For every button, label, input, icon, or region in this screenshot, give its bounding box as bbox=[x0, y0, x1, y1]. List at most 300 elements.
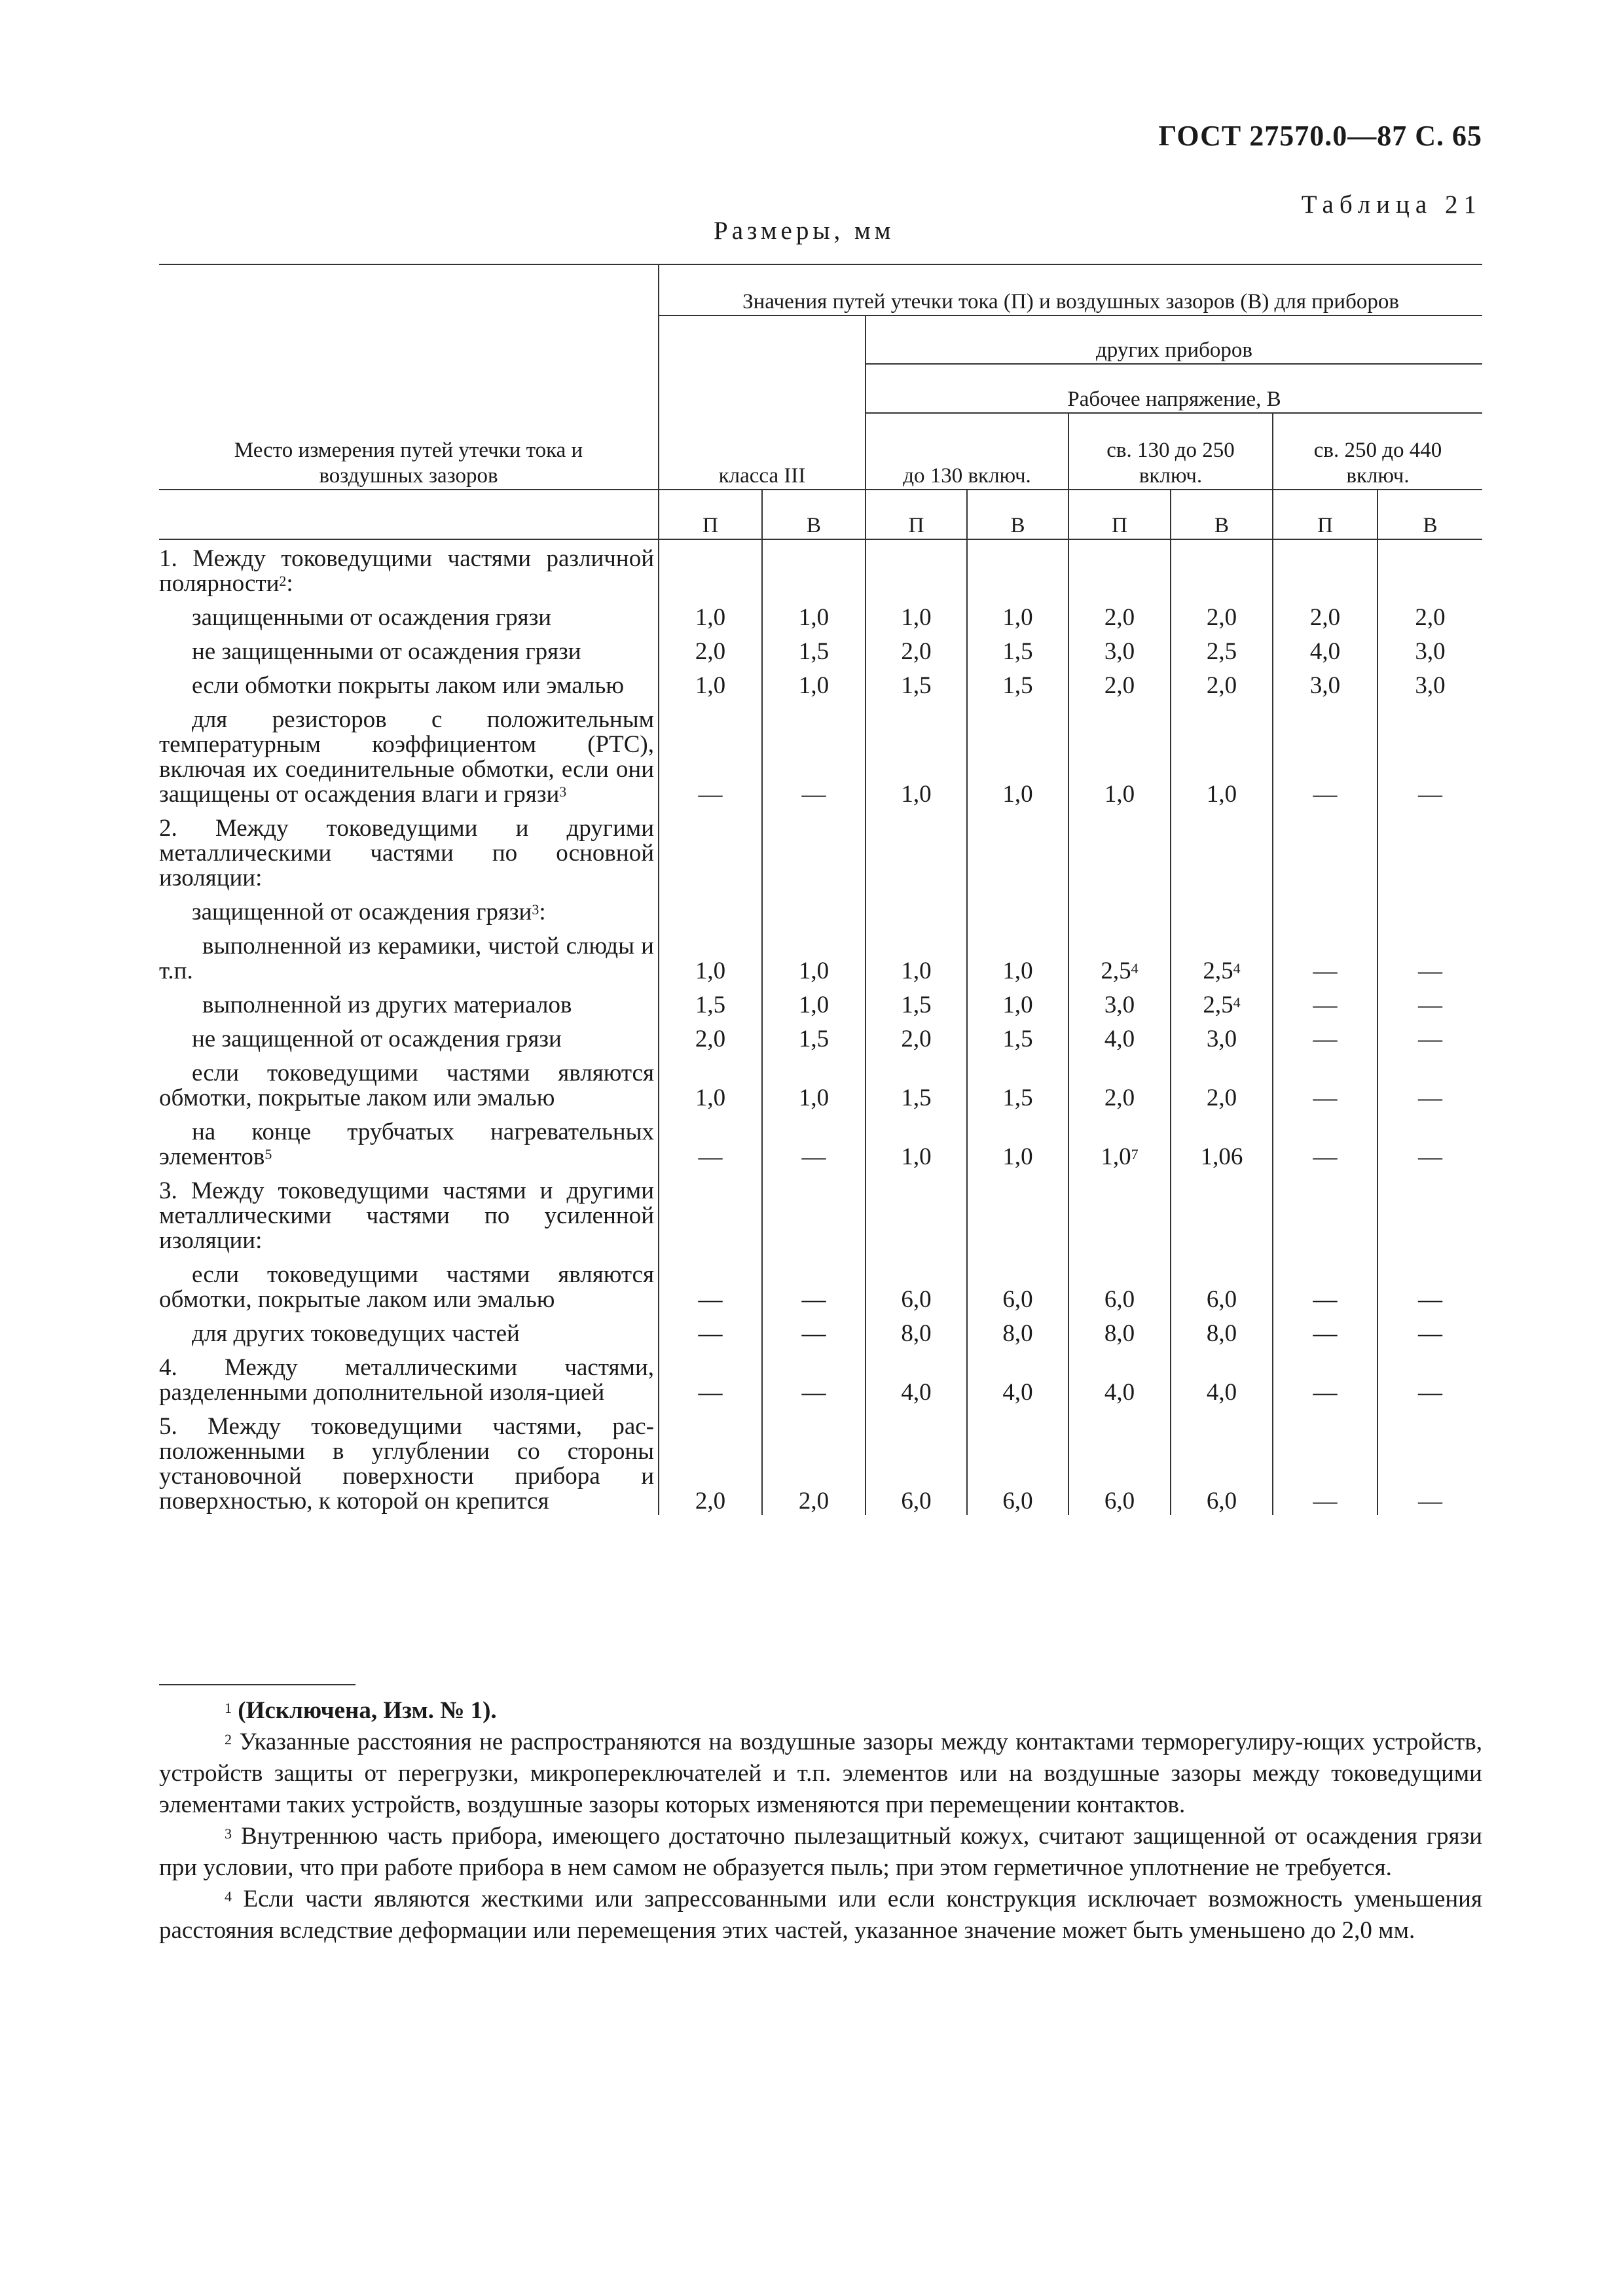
row-label-text bbox=[159, 900, 654, 925]
row-label bbox=[159, 985, 659, 1019]
row-label-text bbox=[159, 1179, 654, 1253]
cell-value: 1,0 bbox=[1002, 992, 1033, 1018]
cell-value: 1,5 bbox=[1002, 672, 1033, 699]
cell-value: 4,0 bbox=[901, 1379, 932, 1406]
row-label-main: для резисторов с положительным температурным коэффициентом (PTC), включая их соединительные обмотки, если они защищены от осаждения влаги и грязи bbox=[159, 706, 654, 808]
value-cell bbox=[762, 808, 866, 892]
cell-value: 8,0 bbox=[1206, 1320, 1237, 1347]
value-cell bbox=[762, 926, 866, 985]
value-cell bbox=[1171, 1348, 1273, 1407]
cell-value: 2,0 bbox=[1206, 604, 1237, 631]
cell-value: 3,0 bbox=[1206, 1026, 1237, 1052]
value-cell bbox=[1377, 1112, 1482, 1171]
row-label-text bbox=[159, 639, 654, 664]
cell-value: 1,0 bbox=[901, 781, 932, 808]
cell-value: 1,0 bbox=[1002, 781, 1033, 808]
value-cell bbox=[866, 1314, 967, 1348]
cell-value: 1,0 bbox=[695, 672, 726, 699]
value-cell bbox=[866, 1348, 967, 1407]
cell-value: — bbox=[1313, 1026, 1338, 1052]
value-cell bbox=[1377, 808, 1482, 892]
header-empty bbox=[159, 490, 659, 539]
value-cell bbox=[762, 1112, 866, 1171]
footnote-text: Если части являются жесткими или запрессованными или если конструкция исключает возможность уменьшения расстояния вследствие деформации или перемещения этих частей, указанное значение может быть уменьшено до 2,0 мм. bbox=[159, 1886, 1482, 1944]
cell-value: 8,0 bbox=[1002, 1320, 1033, 1347]
cell-value: 1,0 bbox=[695, 604, 726, 631]
value-cell bbox=[1171, 1255, 1273, 1314]
cell-value: 6,0 bbox=[1002, 1488, 1033, 1515]
cell-value: 2,5 bbox=[1203, 992, 1233, 1018]
cell-value: 4,0 bbox=[1206, 1379, 1237, 1406]
value-cell bbox=[659, 666, 762, 700]
header-voltage-2-text: св. 130 до 250 включ. bbox=[1106, 439, 1235, 488]
header-voltage-1: до 130 включ. bbox=[866, 413, 1068, 490]
table-row bbox=[159, 985, 1482, 1019]
row-label-text bbox=[159, 993, 654, 1018]
cell-value: — bbox=[801, 1143, 826, 1170]
row-label-main: 1. Между токоведущими частями различной полярности bbox=[159, 545, 654, 597]
cell-value: 3,0 bbox=[1104, 638, 1135, 665]
cell-value: 2,5 bbox=[1206, 638, 1237, 665]
value-cell bbox=[1068, 1053, 1171, 1112]
value-cell bbox=[1273, 598, 1377, 632]
cell-value: — bbox=[1313, 1488, 1338, 1515]
cell-value: 1,0 bbox=[901, 1143, 932, 1170]
value-cell bbox=[1273, 1348, 1377, 1407]
cell-value: 1,0 bbox=[1101, 1143, 1131, 1170]
header-p: П bbox=[866, 490, 967, 539]
table-row bbox=[159, 1019, 1482, 1053]
value-cell bbox=[1068, 926, 1171, 985]
footnote-ref: 4 bbox=[1233, 994, 1241, 1011]
cell-value: — bbox=[1313, 1379, 1338, 1406]
value-cell bbox=[967, 1314, 1068, 1348]
footnotes bbox=[159, 1695, 1482, 1946]
table-row bbox=[159, 926, 1482, 985]
footnote-ref: 4 bbox=[1233, 960, 1241, 977]
footnote-text: Внутреннюю часть прибора, имеющего достаточно пылезащитный кожух, считают защищенной от осаждения грязи при условии, что при работе прибора в нем самом не образуется пыль; при этом герметичное уплотнение не требуется. bbox=[159, 1823, 1482, 1881]
header-class3: класса III bbox=[659, 315, 866, 490]
value-cell bbox=[866, 1171, 967, 1255]
value-cell bbox=[1377, 1171, 1482, 1255]
value-cell bbox=[866, 598, 967, 632]
header-p: П bbox=[1068, 490, 1171, 539]
row-label-main: выполненной из других материалов bbox=[202, 992, 572, 1018]
cell-value: 2,0 bbox=[1309, 604, 1341, 631]
page-header: ГОСТ 27570.0—87 С. 65 bbox=[1158, 120, 1482, 152]
table-row bbox=[159, 666, 1482, 700]
header-values: Значения путей утечки тока (П) и воздушных зазоров (В) для приборов bbox=[659, 264, 1482, 315]
table-row bbox=[159, 598, 1482, 632]
table-row bbox=[159, 1348, 1482, 1407]
footnote-number: 1 bbox=[225, 1700, 232, 1716]
cell-value: 1,5 bbox=[798, 638, 830, 665]
value-cell bbox=[762, 1314, 866, 1348]
row-label bbox=[159, 1255, 659, 1314]
value-cell bbox=[659, 1407, 762, 1515]
cell-value: — bbox=[1418, 1026, 1442, 1052]
value-cell bbox=[1171, 1112, 1273, 1171]
cell-value: 2,0 bbox=[901, 638, 932, 665]
table-row bbox=[159, 1314, 1482, 1348]
value-cell bbox=[659, 539, 762, 598]
cell-value: 1,0 bbox=[901, 958, 932, 984]
table-row bbox=[159, 892, 1482, 926]
footnote-text: (Исключена, Изм. № 1). bbox=[238, 1697, 497, 1724]
cell-value: — bbox=[801, 1286, 826, 1313]
row-label bbox=[159, 598, 659, 632]
value-cell bbox=[1273, 1407, 1377, 1515]
row-label bbox=[159, 1407, 659, 1515]
row-label bbox=[159, 666, 659, 700]
header-voltage-3 bbox=[1273, 413, 1482, 490]
value-cell bbox=[1068, 666, 1171, 700]
table-row bbox=[159, 539, 1482, 598]
value-cell bbox=[659, 632, 762, 666]
header-b: В bbox=[967, 490, 1068, 539]
cell-value: 1,5 bbox=[1002, 1085, 1033, 1111]
value-cell bbox=[762, 1019, 866, 1053]
value-cell bbox=[967, 1348, 1068, 1407]
cell-value: 3,0 bbox=[1104, 992, 1135, 1018]
value-cell bbox=[1068, 632, 1171, 666]
cell-value: 2,0 bbox=[1104, 672, 1135, 699]
value-cell bbox=[1171, 1314, 1273, 1348]
cell-value: 6,0 bbox=[1002, 1286, 1033, 1313]
cell-value: — bbox=[1418, 1320, 1442, 1347]
cell-value: 1,0 bbox=[798, 992, 830, 1018]
value-cell bbox=[1171, 632, 1273, 666]
row-label-main: 5. Между токоведущими частями, рас-положенными в углублении со стороны установочной поверхности прибора и поверхностью, к которой он крепится bbox=[159, 1413, 654, 1515]
cell-value: 4,0 bbox=[1104, 1026, 1135, 1052]
row-label-text bbox=[159, 605, 654, 630]
footnote-ref: 2 bbox=[279, 573, 287, 589]
cell-value: 1,0 bbox=[695, 958, 726, 984]
cell-value: 6,0 bbox=[1206, 1488, 1237, 1515]
row-label-main: если токоведущими частями являются обмотки, покрытые лаком или эмалью bbox=[159, 1261, 654, 1313]
header-voltage-3-text: св. 250 до 440 включ. bbox=[1313, 439, 1442, 488]
value-cell bbox=[1377, 1255, 1482, 1314]
footnote-number: 2 bbox=[225, 1731, 232, 1748]
value-cell bbox=[866, 539, 967, 598]
table-row bbox=[159, 1053, 1482, 1112]
header-b: В bbox=[1171, 490, 1273, 539]
cell-value: 1,5 bbox=[1002, 1026, 1033, 1052]
value-cell bbox=[967, 1171, 1068, 1255]
table-row bbox=[159, 700, 1482, 808]
cell-value: 3,0 bbox=[1309, 672, 1341, 699]
row-label-text bbox=[159, 1027, 654, 1052]
value-cell bbox=[762, 985, 866, 1019]
value-cell bbox=[1273, 926, 1377, 985]
table-row bbox=[159, 1171, 1482, 1255]
value-cell bbox=[1377, 632, 1482, 666]
value-cell bbox=[1171, 700, 1273, 808]
footnote bbox=[159, 1821, 1482, 1884]
value-cell bbox=[866, 1019, 967, 1053]
table-caption: Таблица 21 bbox=[1301, 190, 1482, 219]
header-p: П bbox=[659, 490, 762, 539]
value-cell bbox=[866, 926, 967, 985]
cell-value: 1,0 bbox=[798, 1085, 830, 1111]
row-label-main: 2. Между токоведущими и другими металлическими частями по основной изоляции: bbox=[159, 815, 654, 891]
value-cell bbox=[659, 1348, 762, 1407]
value-cell bbox=[866, 808, 967, 892]
header-p: П bbox=[1273, 490, 1377, 539]
row-label bbox=[159, 926, 659, 985]
row-label bbox=[159, 892, 659, 926]
value-cell bbox=[967, 1019, 1068, 1053]
value-cell bbox=[1377, 1019, 1482, 1053]
value-cell bbox=[762, 632, 866, 666]
cell-value: 2,0 bbox=[1104, 1085, 1135, 1111]
cell-value: 1,0 bbox=[1002, 1143, 1033, 1170]
cell-value: 1,5 bbox=[901, 672, 932, 699]
cell-value: — bbox=[1418, 1143, 1442, 1170]
cell-value: — bbox=[1418, 781, 1442, 808]
cell-value: 1,5 bbox=[798, 1026, 830, 1052]
value-cell bbox=[762, 1171, 866, 1255]
cell-value: 6,0 bbox=[1206, 1286, 1237, 1313]
header-b: В bbox=[762, 490, 866, 539]
cell-value: 2,5 bbox=[1203, 958, 1233, 984]
cell-value: 1,0 bbox=[695, 1085, 726, 1111]
table-row bbox=[159, 632, 1482, 666]
cell-value: — bbox=[1313, 958, 1338, 984]
sizes-label: Размеры, мм bbox=[714, 217, 895, 245]
header-voltage: Рабочее напряжение, В bbox=[866, 364, 1482, 413]
value-cell bbox=[659, 700, 762, 808]
cell-value: — bbox=[1313, 1320, 1338, 1347]
cell-value: 1,0 bbox=[1002, 958, 1033, 984]
value-cell bbox=[866, 1407, 967, 1515]
cell-value: 2,0 bbox=[695, 1026, 726, 1052]
footnote-number: 3 bbox=[225, 1825, 232, 1842]
cell-value: — bbox=[698, 1379, 723, 1406]
value-cell bbox=[762, 1407, 866, 1515]
cell-value: 4,0 bbox=[1309, 638, 1341, 665]
value-cell bbox=[1273, 892, 1377, 926]
header-b: В bbox=[1377, 490, 1482, 539]
value-cell bbox=[1273, 700, 1377, 808]
value-cell bbox=[967, 632, 1068, 666]
row-label-text bbox=[159, 708, 654, 807]
footnote bbox=[159, 1884, 1482, 1946]
value-cell bbox=[1068, 1314, 1171, 1348]
value-cell bbox=[1377, 985, 1482, 1019]
cell-value: — bbox=[1313, 781, 1338, 808]
value-cell bbox=[762, 1255, 866, 1314]
value-cell bbox=[1273, 808, 1377, 892]
value-cell bbox=[1377, 926, 1482, 985]
cell-value: — bbox=[1418, 1379, 1442, 1406]
cell-value: 6,0 bbox=[1104, 1488, 1135, 1515]
row-label bbox=[159, 632, 659, 666]
value-cell bbox=[659, 892, 762, 926]
cell-value: — bbox=[1313, 1085, 1338, 1111]
value-cell bbox=[1377, 598, 1482, 632]
cell-value: — bbox=[698, 1286, 723, 1313]
value-cell bbox=[866, 1053, 967, 1112]
value-cell bbox=[967, 666, 1068, 700]
header-location-text: Место измерения путей утечки тока и воздушных зазоров bbox=[234, 439, 583, 488]
cell-value: 2,0 bbox=[901, 1026, 932, 1052]
row-label bbox=[159, 1112, 659, 1171]
row-label-text bbox=[159, 547, 654, 596]
footnote-ref: 4 bbox=[1131, 960, 1139, 977]
value-cell bbox=[1171, 539, 1273, 598]
header-location bbox=[159, 264, 659, 490]
footnote-separator bbox=[159, 1684, 356, 1685]
row-label-tail: : bbox=[286, 570, 293, 597]
table-row bbox=[159, 1255, 1482, 1314]
value-cell bbox=[659, 1255, 762, 1314]
value-cell bbox=[1068, 1407, 1171, 1515]
value-cell bbox=[1377, 700, 1482, 808]
value-cell bbox=[1273, 666, 1377, 700]
cell-value: — bbox=[1418, 958, 1442, 984]
row-label-main: защищенными от осаждения грязи bbox=[192, 604, 552, 631]
value-cell bbox=[659, 1112, 762, 1171]
value-cell bbox=[1171, 1407, 1273, 1515]
value-cell bbox=[1171, 892, 1273, 926]
value-cell bbox=[967, 539, 1068, 598]
row-label-main: для других токоведущих частей bbox=[192, 1320, 520, 1347]
value-cell bbox=[762, 892, 866, 926]
table-row bbox=[159, 1112, 1482, 1171]
cell-value: 1,5 bbox=[1002, 638, 1033, 665]
value-cell bbox=[659, 1019, 762, 1053]
value-cell bbox=[967, 808, 1068, 892]
cell-value: — bbox=[801, 1320, 826, 1347]
value-cell bbox=[866, 700, 967, 808]
footnote-number: 4 bbox=[225, 1888, 232, 1905]
cell-value: — bbox=[1313, 1286, 1338, 1313]
value-cell bbox=[1171, 666, 1273, 700]
value-cell bbox=[866, 892, 967, 926]
value-cell bbox=[1377, 1348, 1482, 1407]
footnote-ref: 3 bbox=[532, 901, 539, 918]
row-label-text bbox=[159, 816, 654, 891]
cell-value: — bbox=[698, 1320, 723, 1347]
header-voltage-2 bbox=[1068, 413, 1273, 490]
row-label-main: 3. Между токоведущими частями и другими металлическими частями по усиленной изоляции: bbox=[159, 1177, 654, 1254]
value-cell bbox=[659, 985, 762, 1019]
value-cell bbox=[659, 808, 762, 892]
row-label-main: если обмотки покрыты лаком или эмалью bbox=[192, 672, 624, 699]
cell-value: — bbox=[1418, 1286, 1442, 1313]
row-label-main: если токоведущими частями являются обмотки, покрытые лаком или эмалью bbox=[159, 1060, 654, 1111]
value-cell bbox=[1273, 632, 1377, 666]
row-label-text bbox=[159, 1321, 654, 1346]
row-label bbox=[159, 1314, 659, 1348]
row-label bbox=[159, 808, 659, 892]
row-label-main: выполненной из керамики, чистой слюды и т.п. bbox=[159, 933, 654, 984]
value-cell bbox=[1068, 1171, 1171, 1255]
value-cell bbox=[1068, 1348, 1171, 1407]
row-label-text bbox=[159, 934, 654, 984]
cell-value: 4,0 bbox=[1104, 1379, 1135, 1406]
cell-value: 1,5 bbox=[695, 992, 726, 1018]
value-cell bbox=[1171, 1019, 1273, 1053]
value-cell bbox=[1068, 808, 1171, 892]
row-label bbox=[159, 1019, 659, 1053]
value-cell bbox=[1068, 1255, 1171, 1314]
clearance-table bbox=[159, 264, 1482, 1515]
cell-value: 4,0 bbox=[1002, 1379, 1033, 1406]
cell-value: 8,0 bbox=[901, 1320, 932, 1347]
value-cell bbox=[1273, 1053, 1377, 1112]
cell-value: 2,0 bbox=[1104, 604, 1135, 631]
value-cell bbox=[1171, 1053, 1273, 1112]
footnote bbox=[159, 1695, 1482, 1727]
value-cell bbox=[1377, 539, 1482, 598]
cell-value: — bbox=[1418, 1085, 1442, 1111]
value-cell bbox=[866, 632, 967, 666]
cell-value: 2,0 bbox=[1206, 1085, 1237, 1111]
value-cell bbox=[1068, 1019, 1171, 1053]
value-cell bbox=[967, 1255, 1068, 1314]
value-cell bbox=[967, 1112, 1068, 1171]
value-cell bbox=[1273, 985, 1377, 1019]
row-label-text bbox=[159, 1120, 654, 1170]
row-label bbox=[159, 1171, 659, 1255]
value-cell bbox=[1068, 985, 1171, 1019]
value-cell bbox=[762, 598, 866, 632]
value-cell bbox=[967, 1053, 1068, 1112]
cell-value: 1,0 bbox=[901, 604, 932, 631]
cell-value: 6,0 bbox=[1104, 1286, 1135, 1313]
value-cell bbox=[762, 666, 866, 700]
row-label-main: не защищенными от осаждения грязи bbox=[192, 638, 581, 665]
cell-value: 6,0 bbox=[901, 1286, 932, 1313]
row-label-main: 4. Между металлическими частями, разделенными дополнительной изоля-цией bbox=[159, 1354, 654, 1406]
cell-value: 1,0 bbox=[1104, 781, 1135, 808]
value-cell bbox=[866, 985, 967, 1019]
cell-value: — bbox=[1418, 1488, 1442, 1515]
value-cell bbox=[967, 598, 1068, 632]
value-cell bbox=[762, 1053, 866, 1112]
cell-value: — bbox=[801, 781, 826, 808]
row-label-main: не защищенной от осаждения грязи bbox=[192, 1026, 562, 1052]
cell-value: 2,0 bbox=[695, 1488, 726, 1515]
header-other-devices: других приборов bbox=[866, 315, 1482, 364]
value-cell bbox=[866, 1255, 967, 1314]
cell-value: 2,0 bbox=[695, 638, 726, 665]
value-cell bbox=[1273, 1112, 1377, 1171]
cell-value: — bbox=[698, 781, 723, 808]
cell-value: 1,0 bbox=[1206, 781, 1237, 808]
value-cell bbox=[1068, 598, 1171, 632]
cell-value: 2,0 bbox=[798, 1488, 830, 1515]
row-label-main: на конце трубчатых нагревательных элементов bbox=[159, 1119, 654, 1170]
footnote-ref: 7 bbox=[1131, 1146, 1139, 1162]
cell-value: — bbox=[1313, 1143, 1338, 1170]
value-cell bbox=[866, 1112, 967, 1171]
value-cell bbox=[1377, 1314, 1482, 1348]
row-label bbox=[159, 1053, 659, 1112]
table-row bbox=[159, 1407, 1482, 1515]
value-cell bbox=[1273, 1314, 1377, 1348]
cell-value: 8,0 bbox=[1104, 1320, 1135, 1347]
value-cell bbox=[659, 598, 762, 632]
value-cell bbox=[1273, 1019, 1377, 1053]
row-label-text bbox=[159, 1414, 654, 1514]
row-label-tail: : bbox=[539, 899, 546, 925]
value-cell bbox=[762, 700, 866, 808]
row-label-text bbox=[159, 1061, 654, 1111]
value-cell bbox=[659, 1171, 762, 1255]
